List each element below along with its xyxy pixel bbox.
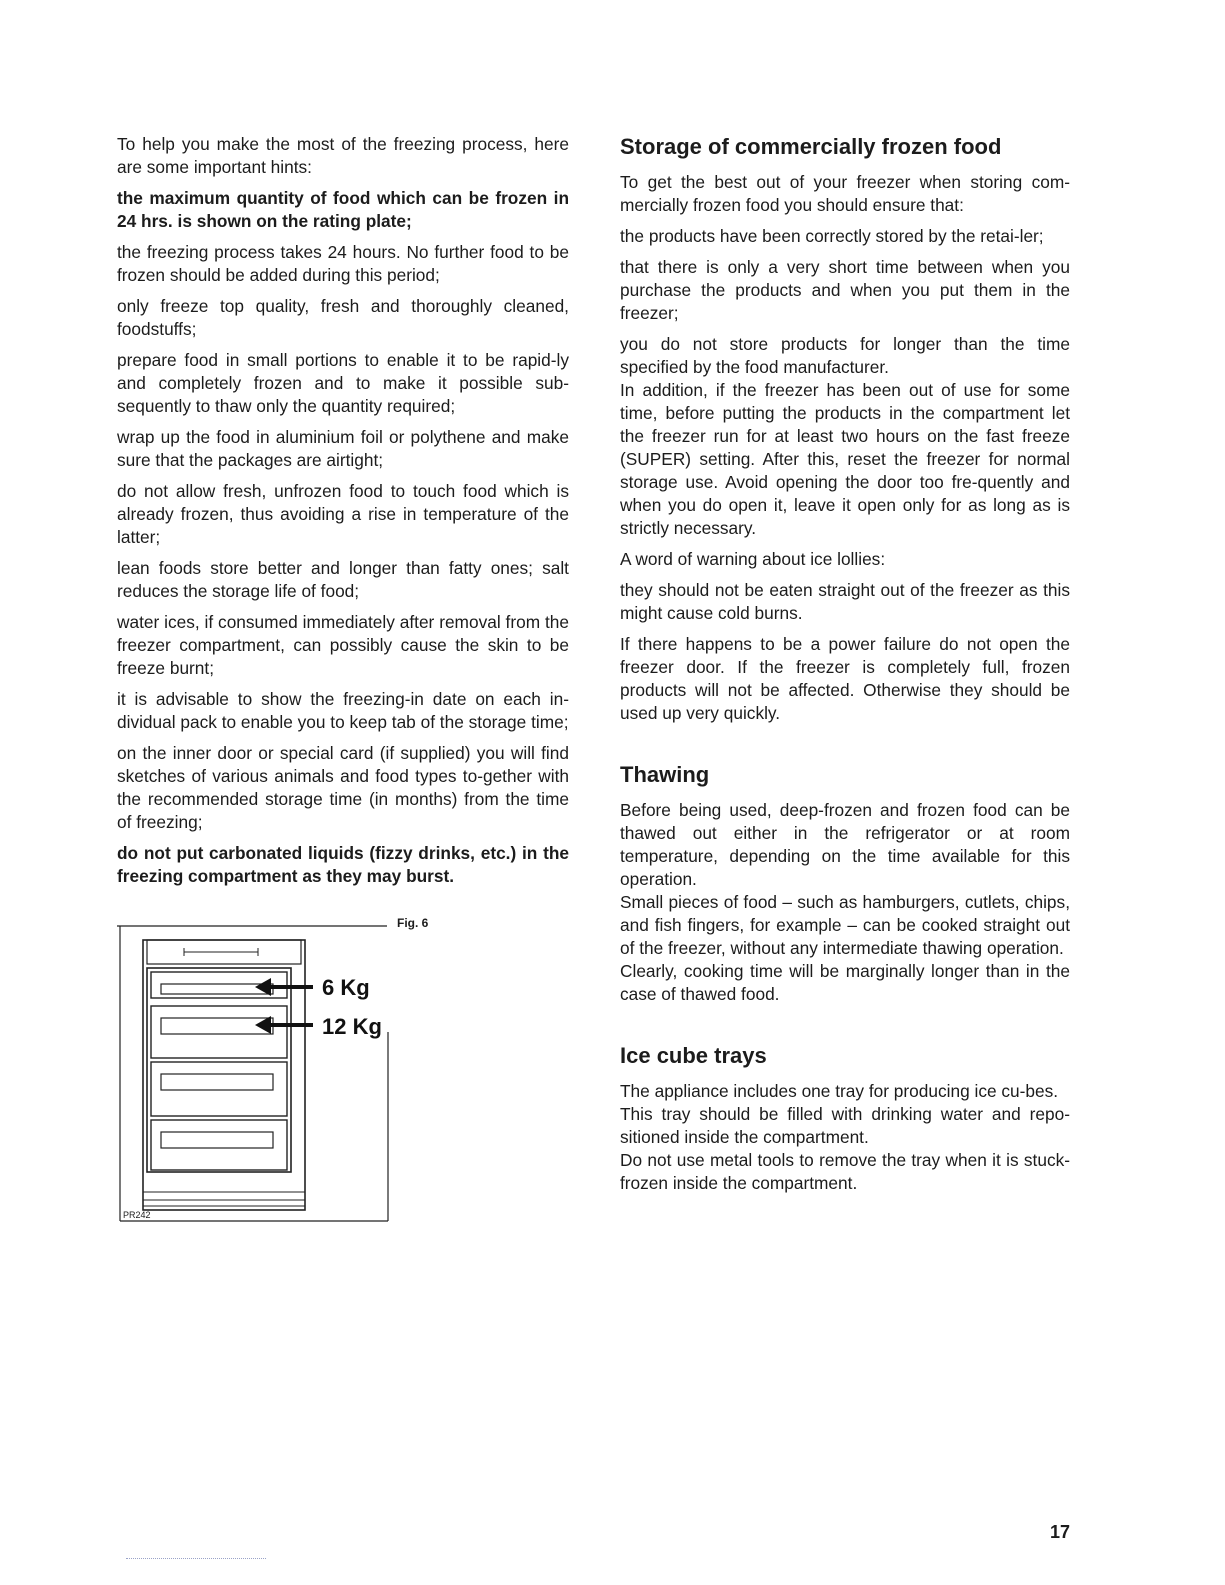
drawer-4 xyxy=(151,1120,287,1170)
hint-freezing-date: it is advisable to show the freezing-in date on each in-dividual pack to enable you to keep tab of the storage time; xyxy=(117,689,569,732)
thawing-paragraph-2: Small pieces of food – such as hamburgers, cutlets, chips, and fish fingers, for example – can be cooked straight out of the freezer, without any intermediate thawing operation. xyxy=(620,892,1070,958)
ice-paragraph-2: This tray should be filled with drinking water and repo-sitioned inside the compartment. xyxy=(620,1104,1070,1147)
storage-heading: Storage of commercially frozen food xyxy=(620,134,1002,159)
hint-max-quantity: the maximum quantity of food which can be frozen in 24 hrs. is shown on the rating plate; xyxy=(117,188,569,231)
hint-wrap: wrap up the food in aluminium foil or polythene and make sure that the packages are airtight; xyxy=(117,427,569,470)
thawing-heading: Thawing xyxy=(620,762,710,787)
hint-contact: do not allow fresh, unfrozen food to touch food which is already frozen, thus avoiding a rise in temperature of the latter; xyxy=(117,481,569,547)
intro-paragraph: To help you make the most of the freezing process, here are some important hints: xyxy=(117,134,569,177)
left-column xyxy=(117,133,569,896)
hint-freezing-process: the freezing process takes 24 hours. No further food to be frozen should be added during this period; xyxy=(117,242,569,285)
power-failure: If there happens to be a power failure do not open the freezer door. If the freezer is completely full, frozen products will not be affected. Otherwise they should be used up very quickly. xyxy=(620,634,1070,723)
storage-intro: To get the best out of your freezer when storing com-mercially frozen food you should ensure that: xyxy=(620,172,1070,215)
freezer-figure xyxy=(117,912,447,1224)
hint-water-ices: water ices, if consumed immediately after removal from the freezer compartment, can possibly cause the skin to be freeze burnt; xyxy=(117,612,569,678)
drawer-3 xyxy=(151,1062,287,1116)
hint-portions: prepare food in small portions to enable it to be rapid-ly and completely frozen and to make it possible sub-sequently to thaw only the quantity required; xyxy=(117,350,569,416)
ice-paragraph-3: Do not use metal tools to remove the tray when it is stuck-frozen inside the compartment. xyxy=(620,1150,1070,1193)
hint-sketches: on the inner door or special card (if supplied) you will find sketches of various animals and food types to-gether with the recommended storage time (in months) from the time of freezing; xyxy=(117,743,569,832)
right-column xyxy=(620,133,1070,1203)
thawing-paragraph-1: Before being used, deep-frozen and frozen food can be thawed out either in the refrigerator or at room temperature, depending on the time available for this operation. xyxy=(620,800,1070,889)
freezer-drawers xyxy=(151,972,287,1170)
drawer-2 xyxy=(151,1006,287,1058)
storage-addition: In addition, if the freezer has been out of use for some time, before putting the products in the compartment let the freezer run for at least two hours on the fast freeze (SUPER) setting. After this, reset the freezer for normal storage use. Avoid opening the door too fre-quently and when you do open it, leave it open only for as long as is strictly necessary. xyxy=(620,380,1070,538)
storage-time-limit: you do not store products for longer than the time specified by the food manufacturer. xyxy=(620,334,1070,377)
section-gap xyxy=(620,1014,1070,1042)
figure-code: PR242 xyxy=(123,1210,151,1220)
hint-carbonated: do not put carbonated liquids (fizzy drinks, etc.) in the freezing compartment as they may burst. xyxy=(117,843,569,886)
storage-short-time: that there is only a very short time between when you purchase the products and when you put them in the freezer; xyxy=(620,257,1070,323)
thawing-paragraph-3: Clearly, cooking time will be marginally longer than in the case of thawed food. xyxy=(620,961,1070,1004)
bottom-rule xyxy=(126,1558,266,1559)
warning-text: they should not be eaten straight out of the freezer as this might cause cold burns. xyxy=(620,580,1070,623)
storage-retailer: the products have been correctly stored by the retai-ler; xyxy=(620,226,1044,246)
label-12kg: 12 Kg xyxy=(322,1014,382,1039)
figure-caption: Fig. 6 xyxy=(397,916,429,930)
section-gap xyxy=(620,733,1070,761)
label-6kg: 6 Kg xyxy=(322,975,370,1000)
ice-cube-heading: Ice cube trays xyxy=(620,1043,767,1068)
hint-quality: only freeze top quality, fresh and thoroughly cleaned, foodstuffs; xyxy=(117,296,569,339)
warning-intro: A word of warning about ice lollies: xyxy=(620,549,886,569)
hint-lean-foods: lean foods store better and longer than fatty ones; salt reduces the storage life of food; xyxy=(117,558,569,601)
page-number: 17 xyxy=(1050,1522,1071,1542)
ice-paragraph-1: The appliance includes one tray for producing ice cu-bes. xyxy=(620,1081,1059,1101)
